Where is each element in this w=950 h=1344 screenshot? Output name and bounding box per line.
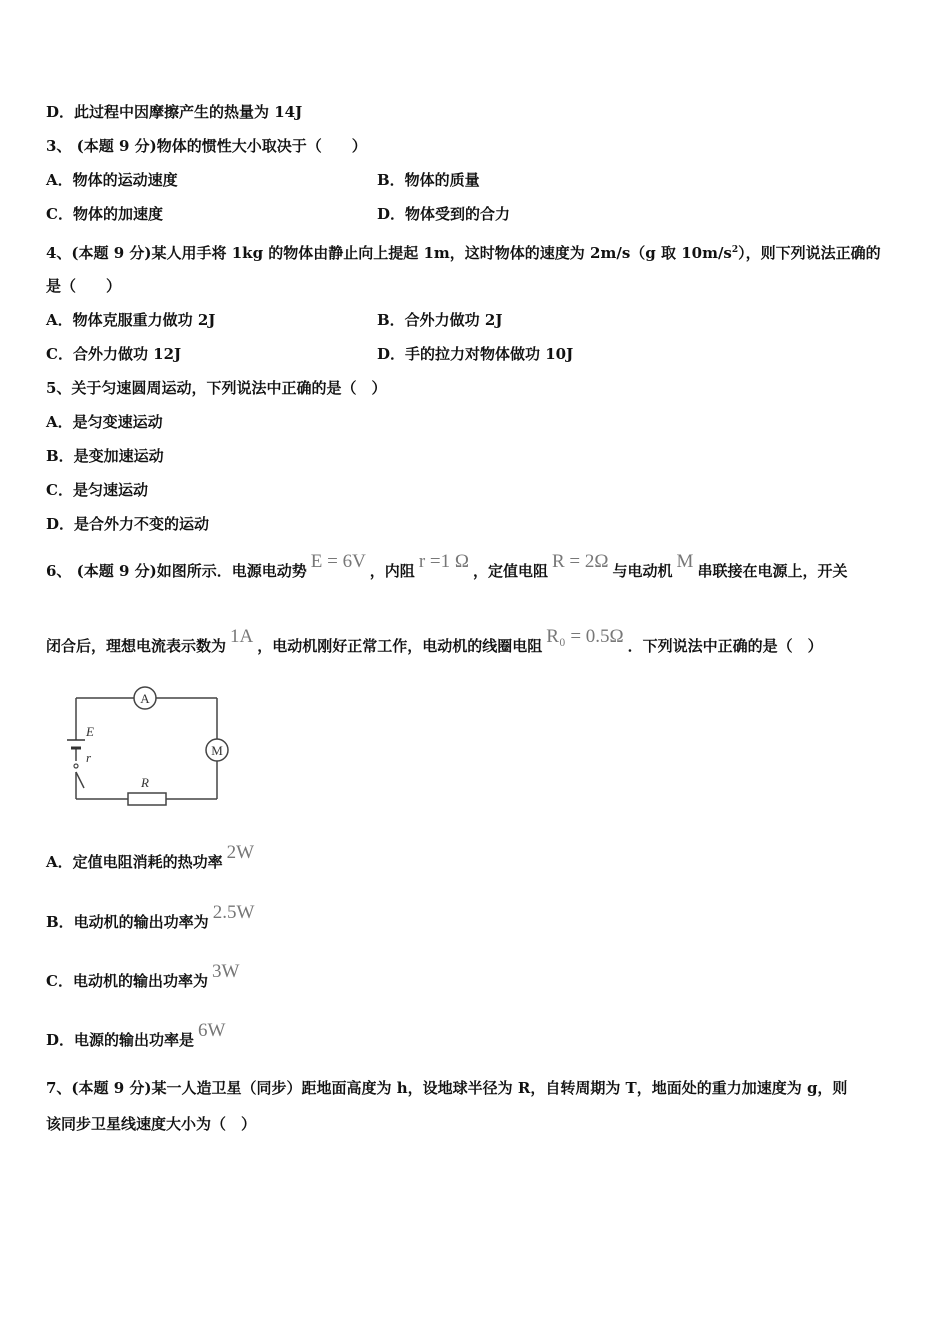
coil-resistance-formula: R₀ = 0.5Ω — [546, 626, 624, 647]
q4-option-a: A．物体克服重力做功 2J — [46, 311, 216, 329]
circuit-diagram — [60, 682, 240, 807]
q4-option-c: C．合外力做功 12J — [46, 345, 182, 363]
q5-option-d: D．是合外力不变的运动 — [46, 515, 210, 533]
q6-option-a: A．定值电阻消耗的热功率 2W — [46, 842, 255, 871]
q7-stem: 7、(本题 9 分)某一人造卫星（同步）距地面高度为 h，设地球半径为 R，自转周期为 T，地面处的重力加速度为 g，则 — [46, 1079, 848, 1097]
q6-option-b: B．电动机的输出功率为 2.5W — [46, 902, 255, 931]
switch-blade — [76, 772, 84, 788]
switch-pivot — [74, 764, 78, 768]
q3-stem: 3、 (本题 9 分)物体的惯性大小取决于（ ） — [46, 137, 367, 155]
q5-option-a: A．是匀变速运动 — [46, 413, 163, 431]
resistor-formula: R = 2Ω — [552, 551, 609, 572]
resistor-label: R — [141, 775, 149, 790]
q5-option-c: C．是匀速运动 — [46, 481, 148, 499]
q6-option-d: D．电源的输出功率是 6W — [46, 1020, 226, 1049]
prev-option-d: D．此过程中因摩擦产生的热量为 14J — [46, 103, 303, 121]
q3-option-c: C．物体的加速度 — [46, 205, 163, 223]
q5-stem: 5、关于匀速圆周运动，下列说法中正确的是（ ） — [46, 379, 387, 397]
q3-option-a: A．物体的运动速度 — [46, 171, 178, 189]
resistor-symbol — [128, 793, 166, 805]
emf-label: E — [86, 724, 94, 739]
q4-stem: 4、(本题 9 分)某人用手将 1kg 的物体由静止向上提起 1m，这时物体的速度为 2m/s（g 取 $10m/s^2$），则下列说法正确的 — [46, 244, 881, 262]
internal-resistance-formula: r =1 Ω — [418, 551, 469, 572]
q3-option-b: B．物体的质量 — [377, 171, 480, 189]
q5-option-b: B．是变加速运动 — [46, 447, 164, 465]
emf-formula: E = 6V — [310, 551, 366, 572]
current-value: 1A — [230, 626, 254, 647]
motor-symbol: M — [676, 551, 694, 572]
q4-option-d: D．手的拉力对物体做功 10J — [377, 345, 574, 363]
q6-stem-line1: 6、 (本题 9 分)如图所示．电源电动势 E = 6V ，内阻 r =1 Ω ，定值电阻 R = 2Ω 与电动机 M 串联接在电源上，开关 — [46, 551, 848, 580]
q4-option-b: B．合外力做功 2J — [377, 311, 503, 329]
ammeter-label: A — [140, 691, 150, 706]
q7-stem-cont: 该同步卫星线速度大小为（ ） — [46, 1115, 257, 1133]
q3-option-d: D．物体受到的合力 — [377, 205, 511, 223]
internal-resistance-label: r — [86, 750, 92, 765]
q6-stem-line2: 闭合后，理想电流表示数为 1A ，电动机刚好正常工作，电动机的线圈电阻 R₀ = 0.5Ω ．下列说法中正确的是（ ） — [46, 626, 823, 655]
q6-option-c: C．电动机的输出功率为 3W — [46, 961, 240, 990]
motor-label: M — [211, 743, 223, 758]
q4-stem-cont: 是（ ） — [46, 277, 122, 295]
